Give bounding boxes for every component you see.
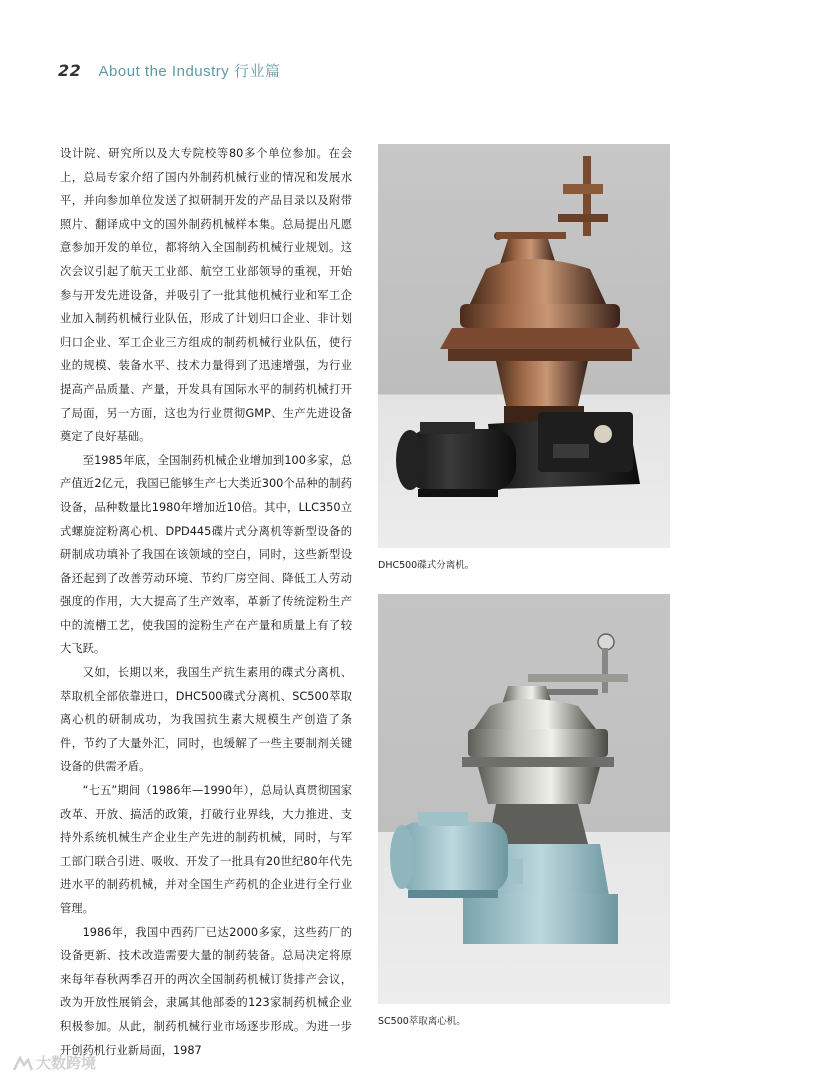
page-number: 22: [58, 61, 82, 80]
dhc500-separator-photo: [378, 144, 670, 548]
photo-caption: DHC500碟式分离机。: [378, 560, 475, 571]
paragraph: 至1985年底，全国制药机械企业增加到100多家，总产值近2亿元，我国已能够生产七大类近300个品种的制药设备，品种数量比1980年增加近10倍。其中，LLC350立式螺旋淀粉离心机、DPD445碟片式分离机等新型设备的研制成功填补了我国在该领域的空白，同时，这些新型设备还起到了改善劳动环境、节约厂房空间、降低工人劳动强度的作用，大大提高了生产效率，革新了传统淀粉生产中的流槽工艺，使我国的淀粉生产在产量和质量上有了较大飞跃。: [60, 453, 352, 656]
paragraph: 设计院、研究所以及大专院校等80多个单位参加。在会上，总局专家介绍了国内外制药机械行业的情况和发展水平，并向参加单位发送了拟研制开发的产品目录以及附带照片、翻译成中文的国外制药机械样本集。总局提出凡愿意参加开发的单位，都将纳入全国制药机械行业规划。这次会议引起了航天工业部、航空工业部领导的重视，开始参与开发先进设备，并吸引了一批其他机械行业和军工企业加入制药机械行业队伍，形成了计划归口企业、非计划归口企业、军工企业三方组成的制药机械行业队伍，使行业的规模、装备水平、技术力量得到了迅速增强，为行业提高产品质量、产量，开发具有国际水平的制药机械打开了局面，另一方面，这也为行业贯彻GMP、生产先进设备奠定了良好基础。: [60, 147, 352, 444]
running-header: [58, 60, 280, 81]
sc500-centrifuge-photo: [378, 594, 670, 1004]
watermark: [12, 1052, 96, 1073]
paragraph: 又如，长期以来，我国生产抗生素用的碟式分离机、萃取机全部依靠进口，DHC500碟式分离机、SC500萃取离心机的研制成功，为我国抗生素大规模生产创造了条件，节约了大量外汇，同时，也缓解了一些主要制剂关键设备的供需矛盾。: [60, 666, 352, 774]
body-text: [60, 142, 352, 1062]
photo-caption: SC500萃取离心机。: [378, 1016, 466, 1027]
watermark-text: 大数跨境: [36, 1054, 97, 1072]
paragraph: “七五”期间（1986年—1990年），总局认真贯彻国家改革、开放、搞活的政策，打破行业界线，大力推进、支持外系统机械生产企业生产先进的制药机械，同时，与军工部门联合引进、吸收、开发了一批具有20世纪80年代先进水平的制药机械，并对全国生产药机的企业进行全行业管理。: [60, 784, 352, 915]
paragraph: 1986年，我国中西药厂已达2000多家，这些药厂的设备更新、技术改造需要大量的制药装备。总局决定将原来每年春秋两季召开的两次全国制药机械订货排产会议，改为开放性展销会，隶属其他部委的123家制药机械企业积极参加。从此，制药机械行业市场逐步形成。为进一步开创药机行业新局面，1987: [60, 925, 352, 1057]
watermark-logo-icon: [12, 1056, 34, 1072]
section-title: About the Industry 行业篇: [98, 63, 281, 80]
